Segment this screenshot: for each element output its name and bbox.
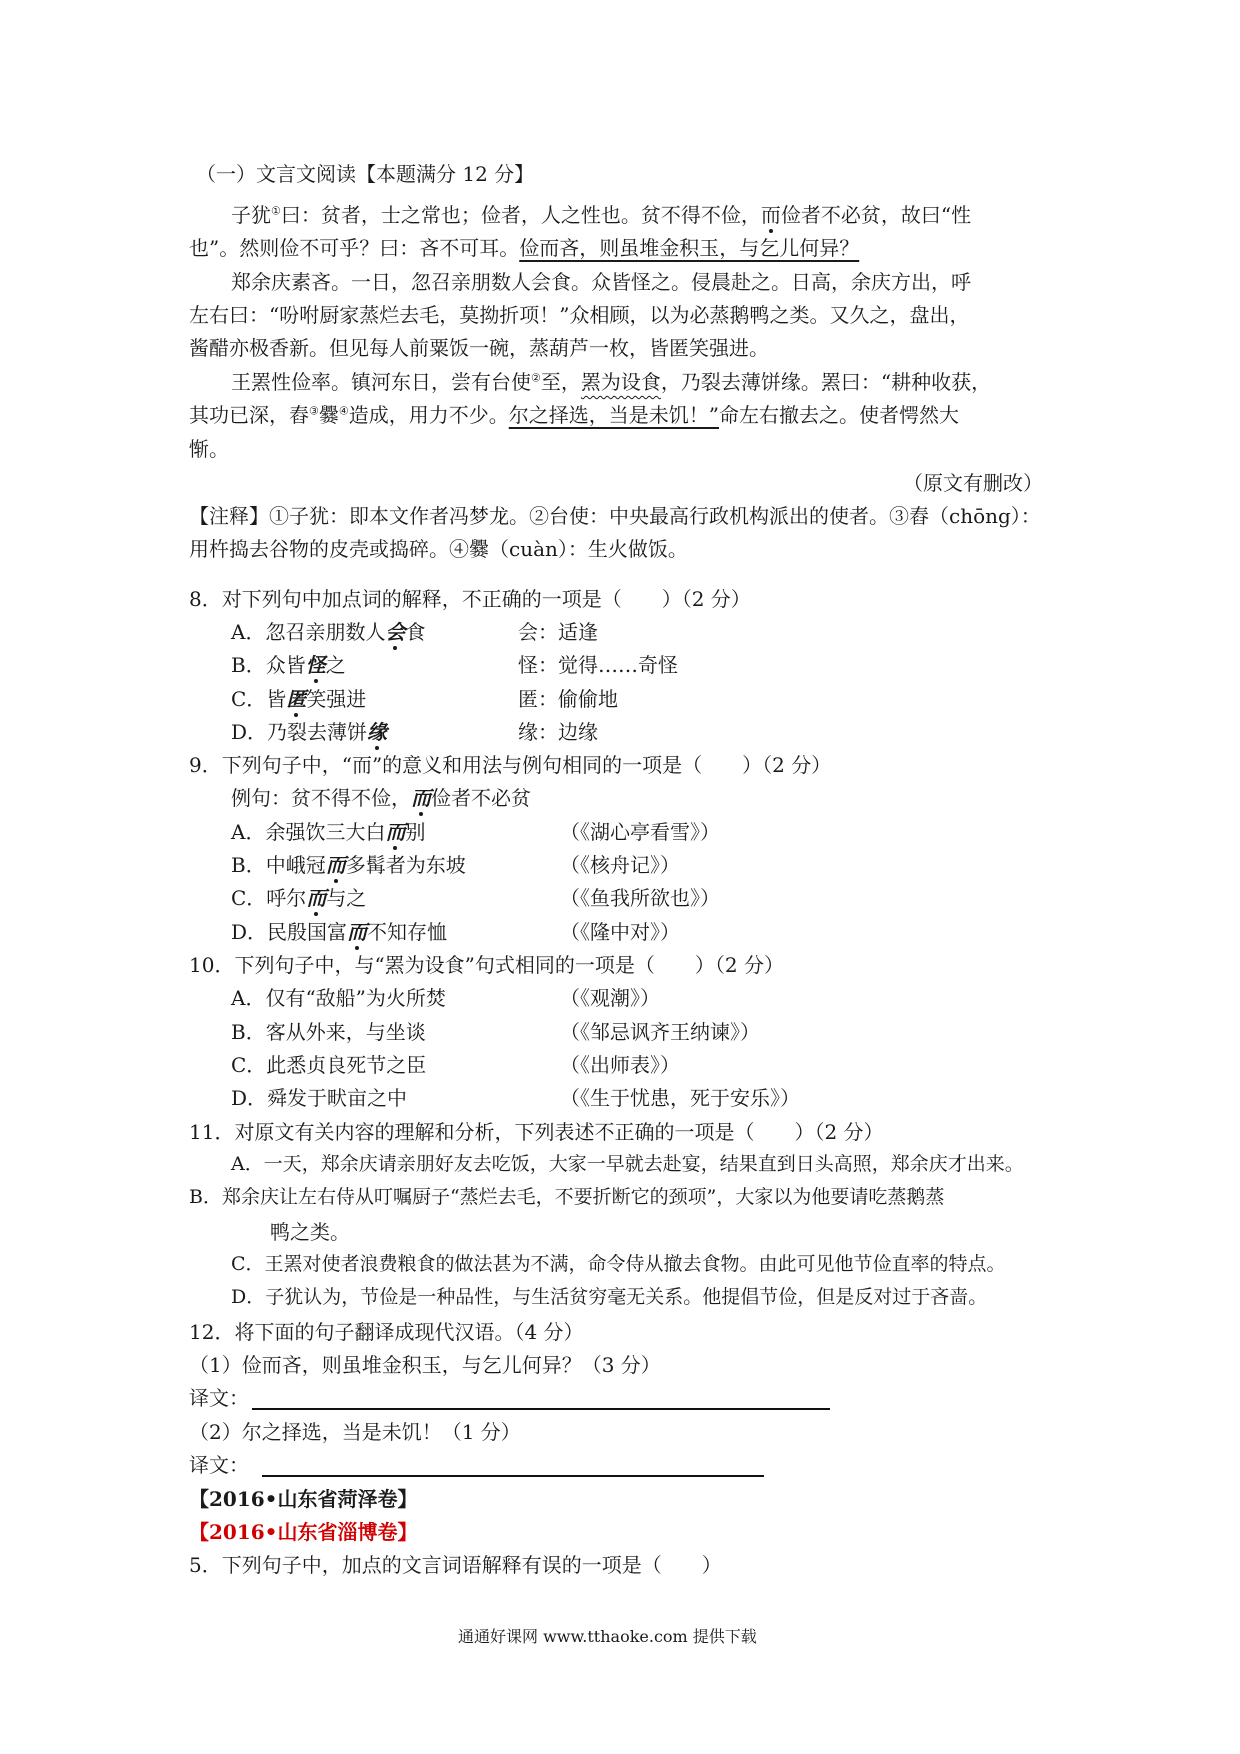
q10-option-b: B．客从外来，与坐谈 (231, 1020, 426, 1044)
q8-option-d: D．乃裂去薄饼缘 (231, 720, 388, 744)
q11-stem: 11．对原文有关内容的理解和分析，下列表述不正确的一项是（ ）（2 分） (189, 1120, 884, 1144)
underlined-sentence-1: 俭而吝，则虽堆金积玉，与乞儿何异？ (519, 236, 860, 260)
q9-option-d-source: （《隆中对》） (560, 920, 680, 944)
q12-sentence-1: （1）俭而吝，则虽堆金积玉，与乞儿何异？（3 分） (189, 1353, 661, 1377)
q10-option-c-source: （《出师表》） (560, 1053, 680, 1077)
q10-option-a-source: （《观潮》） (560, 986, 660, 1010)
section-title: （一）文言文阅读【本题满分 12 分】 (196, 162, 535, 186)
q9-option-b: B．中峨冠而多髯者为东坡 (231, 853, 466, 877)
q8-option-d-explanation: 缘：边缘 (518, 720, 598, 744)
passage-p3-line1: 王罴性俭率。镇河东日，尝有台使②至，罴为设食，乃裂去薄饼缘。罴曰：“耕种收获， (231, 370, 992, 394)
passage-p2-line3: 酱醋亦极香新。但见每人前粟饭一碗，蒸葫芦一枚，皆匿笑强进。 (189, 336, 769, 360)
underlined-sentence-2: 尔之择选，当是未饥！” (508, 403, 719, 427)
q9-option-a-source: （《湖心亭看雪》） (560, 820, 720, 844)
heze-header: 【2016•山东省菏泽卷】 (189, 1487, 418, 1511)
q9-option-c-source: （《鱼我所欲也》） (560, 886, 720, 910)
q11-option-b-line1: B．郑余庆让左右侍从叮嘱厨子“蒸烂去毛，不要折断它的颈项”，大家以为他要请吃蒸鹅蒸 (189, 1186, 945, 1208)
q10-option-d-source: （《生于忧患，死于安乐》） (560, 1086, 800, 1110)
zibo-header: 【2016•山东省淄博卷】 (189, 1520, 418, 1544)
passage-p3-line3: 惭。 (189, 437, 229, 461)
q9-option-b-source: （《核舟记》） (560, 853, 680, 877)
answer-blank-1[interactable] (252, 1408, 830, 1410)
notes-line2: 用杵捣去谷物的皮壳或捣碎。④爨（cuàn）：生火做饭。 (189, 537, 688, 561)
passage-p1-line2: 也”。然则俭不可乎？曰：吝不可耳。俭而吝，则虽堆金积玉，与乞儿何异？ (189, 236, 860, 260)
q8-option-a-explanation: 会：适逢 (518, 620, 598, 644)
q5-stem: 5．下列句子中，加点的文言词语解释有误的一项是（ ） (189, 1553, 722, 1577)
notes-line1: 【注释】①子犹：即本文作者冯梦龙。②台使：中央最高行政机构派出的使者。③舂（chōng）： (189, 504, 1041, 528)
q8-option-c: C．皆匿笑强进 (231, 687, 367, 711)
passage-p2-line1: 郑余庆素吝。一日，忽召亲朋数人会食。众皆怪之。侵晨赴之。日高，余庆方出，呼 (231, 270, 971, 294)
wavy-sentence: 罴为设食 (580, 370, 661, 394)
q10-option-a: A．仅有“敌船”为火所焚 (231, 986, 446, 1010)
q12-answer-label-2: 译文： (189, 1453, 249, 1477)
q8-option-b: B．众皆怪之 (231, 653, 346, 677)
passage-p1-line1: 子犹①曰：贫者，士之常也；俭者，人之性也。贫不得不俭，而俭者不必贫，故曰“性 (231, 203, 972, 227)
answer-blank-2[interactable] (262, 1475, 764, 1477)
source-note: （原文有删改） (903, 471, 1043, 495)
q9-option-c: C．呼尔而与之 (231, 886, 367, 910)
q12-answer-label-1: 译文： (189, 1386, 249, 1410)
q12-sentence-2: （2）尔之择选，当是未饥！（1 分） (189, 1420, 521, 1444)
q10-option-c: C．此悉贞良死节之臣 (231, 1053, 427, 1077)
passage-p3-line2: 其功已深，舂③爨④造成，用力不少。尔之择选，当是未饥！”命左右撤去之。使者愕然大 (189, 403, 959, 427)
q11-option-c: C．王罴对使者浪费粮食的做法甚为不满，命令侍从撤去食物。由此可见他节俭直率的特点。 (231, 1253, 1006, 1275)
q11-option-d: D．子犹认为，节俭是一种品性，与生活贫穷毫无关系。他提倡节俭，但是反对过于吝啬。 (231, 1286, 988, 1308)
q9-stem: 9．下列句子中，“而”的意义和用法与例句相同的一项是（ ）（2 分） (189, 753, 832, 777)
q9-example: 例句：贫不得不俭，而俭者不必贫 (231, 786, 531, 810)
q10-stem: 10．下列句子中，与“罴为设食”句式相同的一项是（ ）（2 分） (189, 953, 784, 977)
q11-option-a: A．一天，郑余庆请亲朋好友去吃饭，大家一早就去赴宴，结果直到日头高照，郑余庆才出来。 (231, 1153, 1024, 1175)
q11-option-b-line2: 鸭之类。 (270, 1220, 350, 1244)
q10-option-b-source: （《邹忌讽齐王纳谏》） (560, 1020, 760, 1044)
q12-stem: 12．将下面的句子翻译成现代汉语。（4 分） (189, 1320, 584, 1344)
q10-option-d: D．舜发于畎亩之中 (231, 1086, 408, 1110)
q9-option-d: D．民殷国富而不知存恤 (231, 920, 448, 944)
q8-stem: 8．对下列句中加点词的解释，不正确的一项是（ ）（2 分） (189, 587, 751, 611)
q8-option-a: A．忽召亲朋数人会食 (231, 620, 426, 644)
q8-option-c-explanation: 匿：偷偷地 (518, 687, 618, 711)
q8-option-b-explanation: 怪：觉得……奇怪 (518, 653, 678, 677)
page-footer: 通通好课网 www.tthaoke.com 提供下载 (458, 1627, 757, 1646)
q9-option-a: A．余强饮三大白而别 (231, 820, 426, 844)
passage-p2-line2: 左右曰：“吩咐厨家蒸烂去毛，莫拗折项！”众相顾，以为必蒸鹅鸭之类。又久之，盘出， (189, 303, 970, 327)
